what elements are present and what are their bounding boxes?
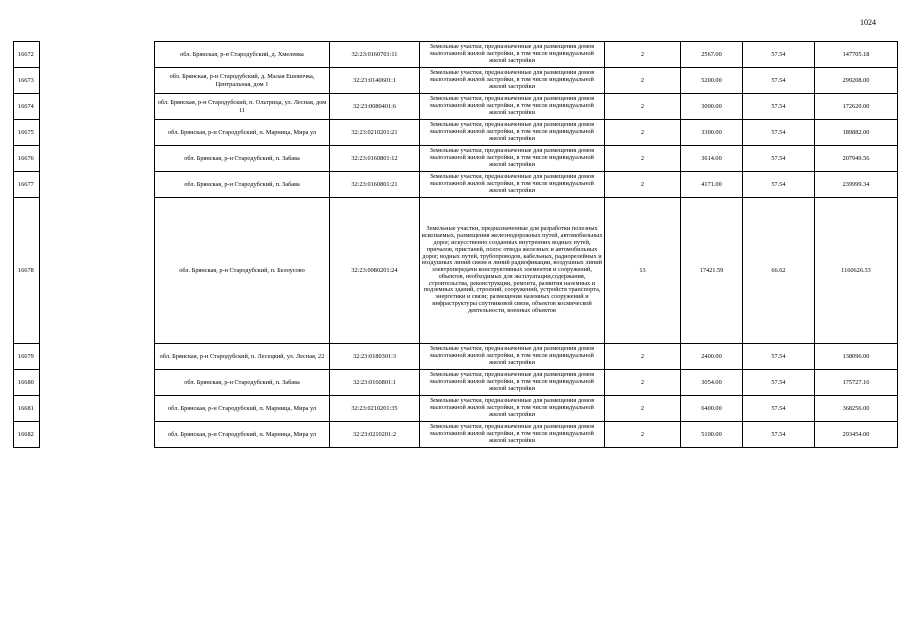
cell-id: 16674 bbox=[14, 94, 40, 120]
cell-rate: 66.62 bbox=[743, 198, 815, 344]
cell-cadastral-value: 172620.00 bbox=[815, 94, 898, 120]
cell-empty bbox=[40, 68, 155, 94]
cell-address: обл. Брянская, р-н Стародубский, д. Хмелевка bbox=[155, 42, 330, 68]
cell-area: 17421.59 bbox=[681, 198, 743, 344]
cell-cadastral-value: 175727.16 bbox=[815, 370, 898, 396]
cell-cadastral-value: 299208.00 bbox=[815, 68, 898, 94]
cell-address: обл. Брянская, р-н Стародубский, п. Белоусово bbox=[155, 198, 330, 344]
page-number: 1024 bbox=[860, 18, 876, 27]
cell-cadastral-value: 239999.34 bbox=[815, 172, 898, 198]
cell-area: 4171.00 bbox=[681, 172, 743, 198]
cell-cadastral-value: 368256.00 bbox=[815, 396, 898, 422]
cell-cadastral-number: 32:23:0080401:6 bbox=[330, 94, 420, 120]
cell-cadastral-value: 138096.00 bbox=[815, 344, 898, 370]
cell-cadastral-number: 32:23:0140601:1 bbox=[330, 68, 420, 94]
table-row bbox=[14, 396, 898, 422]
cell-area: 2567.00 bbox=[681, 42, 743, 68]
cell-purpose: Земельные участки, предназначенные для размещения домов малоэтажной жилой застройки, в том числе индивидуальной жилой застройки bbox=[420, 42, 605, 68]
table-row bbox=[14, 94, 898, 120]
cell-rate: 57.54 bbox=[743, 344, 815, 370]
cell-address: обл. Брянская, р-н Стародубский, п. Забава bbox=[155, 172, 330, 198]
cell-rate: 57.54 bbox=[743, 370, 815, 396]
cell-group-code: 2 bbox=[605, 42, 681, 68]
cell-group-code: 2 bbox=[605, 146, 681, 172]
cell-group-code: 2 bbox=[605, 396, 681, 422]
cell-empty bbox=[40, 42, 155, 68]
cell-group-code: 13 bbox=[605, 198, 681, 344]
cell-address: обл. Брянская, р-н Стародубский, п. Марница, Мира ул bbox=[155, 120, 330, 146]
cell-purpose: Земельные участки, предназначенные для размещения домов малоэтажной жилой застройки, в том числе индивидуальной жилой застройки bbox=[420, 172, 605, 198]
table-row bbox=[14, 344, 898, 370]
cell-rate: 57.54 bbox=[743, 172, 815, 198]
cell-cadastral-value: 147705.18 bbox=[815, 42, 898, 68]
cell-group-code: 2 bbox=[605, 344, 681, 370]
cell-purpose: Земельные участки, предназначенные для размещения домов малоэтажной жилой застройки, в том числе индивидуальной жилой застройки bbox=[420, 344, 605, 370]
cell-rate: 57.54 bbox=[743, 68, 815, 94]
cell-group-code: 2 bbox=[605, 94, 681, 120]
cell-purpose: Земельные участки, предназначенные для размещения домов малоэтажной жилой застройки, в том числе индивидуальной жилой застройки bbox=[420, 68, 605, 94]
table-row bbox=[14, 146, 898, 172]
cell-area: 3300.00 bbox=[681, 120, 743, 146]
cell-purpose: Земельные участки, предназначенные для размещения домов малоэтажной жилой застройки, в том числе индивидуальной жилой застройки bbox=[420, 146, 605, 172]
cell-address: обл. Брянская, р-н Стародубский, п. Марница, Мира ул bbox=[155, 422, 330, 448]
cell-empty bbox=[40, 94, 155, 120]
cell-cadastral-value: 293454.00 bbox=[815, 422, 898, 448]
table-row bbox=[14, 42, 898, 68]
cell-id: 16677 bbox=[14, 172, 40, 198]
table-row bbox=[14, 422, 898, 448]
cell-rate: 57.54 bbox=[743, 94, 815, 120]
cell-id: 16672 bbox=[14, 42, 40, 68]
cell-empty bbox=[40, 344, 155, 370]
cell-group-code: 2 bbox=[605, 370, 681, 396]
cell-empty bbox=[40, 396, 155, 422]
table-row bbox=[14, 68, 898, 94]
cell-rate: 57.54 bbox=[743, 42, 815, 68]
cell-id: 16681 bbox=[14, 396, 40, 422]
cell-empty bbox=[40, 146, 155, 172]
cell-group-code: 2 bbox=[605, 68, 681, 94]
cell-rate: 57.54 bbox=[743, 396, 815, 422]
cell-id: 16673 bbox=[14, 68, 40, 94]
cell-address: обл. Брянская, р-н Стародубский, п. Марница, Мира ул bbox=[155, 396, 330, 422]
cell-id: 16678 bbox=[14, 198, 40, 344]
cell-rate: 57.54 bbox=[743, 146, 815, 172]
cell-area: 2400.00 bbox=[681, 344, 743, 370]
cell-address: обл. Брянская, р-н Стародубский, д. Малая Ешовочка, Центральная, дом 1 bbox=[155, 68, 330, 94]
cell-cadastral-number: 32:23:0180301:3 bbox=[330, 344, 420, 370]
cell-empty bbox=[40, 172, 155, 198]
cell-id: 16675 bbox=[14, 120, 40, 146]
cell-empty bbox=[40, 370, 155, 396]
cell-area: 3614.00 bbox=[681, 146, 743, 172]
table-row bbox=[14, 198, 898, 344]
cell-empty bbox=[40, 198, 155, 344]
cell-area: 5100.00 bbox=[681, 422, 743, 448]
land-registry-table bbox=[13, 41, 898, 448]
cell-id: 16680 bbox=[14, 370, 40, 396]
cell-address: обл. Брянская, р-н Стародубский, п. Ольтрица, ул. Лесная, дом 11 bbox=[155, 94, 330, 120]
cell-group-code: 2 bbox=[605, 422, 681, 448]
cell-purpose: Земельные участки, предназначенные для размещения домов малоэтажной жилой застройки, в том числе индивидуальной жилой застройки bbox=[420, 94, 605, 120]
cell-cadastral-number: 32:23:0210201:21 bbox=[330, 120, 420, 146]
cell-address: обл. Брянская, р-н Стародубский, п. Лесецкий, ул. Лесная, 22 bbox=[155, 344, 330, 370]
cell-id: 16676 bbox=[14, 146, 40, 172]
cell-purpose: Земельные участки, предназначенные для разработки полезных ископаемых, размещения железнодорожных путей, автомобильных дорог, искусственно созданных внутренних водных путей, причалов, пристаней, полос отвода железных и автомобильных дорог, водных путей, трубопроводов, кабельных, радиорелейных и воздушных линий связи и линий радиофикации, воздушных линий электропередачи конструктивных элементов и сооружений, объектов, необходимых для эксплуатации,содержания, строительства, реконструкции, ремонта, развития наземных и подземных зданий, строений, сооружений, устройств транспорта, энергетики и связи; размещения наземных сооружений и инфраструктуры спутниковой связи, объектов космической деятельности, военных объектов bbox=[420, 198, 605, 344]
cell-group-code: 2 bbox=[605, 120, 681, 146]
cell-cadastral-number: 32:23:0080201:24 bbox=[330, 198, 420, 344]
table-row bbox=[14, 370, 898, 396]
cell-cadastral-number: 32:23:0160801:21 bbox=[330, 172, 420, 198]
cell-rate: 57.54 bbox=[743, 422, 815, 448]
cell-cadastral-number: 32:23:0160801:1 bbox=[330, 370, 420, 396]
cell-cadastral-number: 32:23:0160701:11 bbox=[330, 42, 420, 68]
cell-area: 5200.00 bbox=[681, 68, 743, 94]
cell-purpose: Земельные участки, предназначенные для размещения домов малоэтажной жилой застройки, в том числе индивидуальной жилой застройки bbox=[420, 396, 605, 422]
cell-group-code: 2 bbox=[605, 172, 681, 198]
cell-address: обл. Брянская, р-н Стародубский, п. Забава bbox=[155, 370, 330, 396]
cell-empty bbox=[40, 120, 155, 146]
cell-cadastral-value: 207949.56 bbox=[815, 146, 898, 172]
cell-purpose: Земельные участки, предназначенные для размещения домов малоэтажной жилой застройки, в том числе индивидуальной жилой застройки bbox=[420, 120, 605, 146]
cell-cadastral-value: 189882.00 bbox=[815, 120, 898, 146]
cell-purpose: Земельные участки, предназначенные для размещения домов малоэтажной жилой застройки, в том числе индивидуальной жилой застройки bbox=[420, 370, 605, 396]
cell-rate: 57.54 bbox=[743, 120, 815, 146]
cell-area: 3000.00 bbox=[681, 94, 743, 120]
table-row bbox=[14, 120, 898, 146]
cell-empty bbox=[40, 422, 155, 448]
cell-area: 6400.00 bbox=[681, 396, 743, 422]
cell-cadastral-number: 32:23:0210201:35 bbox=[330, 396, 420, 422]
cell-address: обл. Брянская, р-н Стародубский, п. Забава bbox=[155, 146, 330, 172]
table-row bbox=[14, 172, 898, 198]
cell-id: 16679 bbox=[14, 344, 40, 370]
cell-cadastral-number: 32:23:0210201:2 bbox=[330, 422, 420, 448]
cell-area: 3054.00 bbox=[681, 370, 743, 396]
cell-cadastral-value: 1160626.33 bbox=[815, 198, 898, 344]
cell-cadastral-number: 32:23:0160801:12 bbox=[330, 146, 420, 172]
cell-id: 16682 bbox=[14, 422, 40, 448]
cell-purpose: Земельные участки, предназначенные для размещения домов малоэтажной жилой застройки, в том числе индивидуальной жилой застройки bbox=[420, 422, 605, 448]
